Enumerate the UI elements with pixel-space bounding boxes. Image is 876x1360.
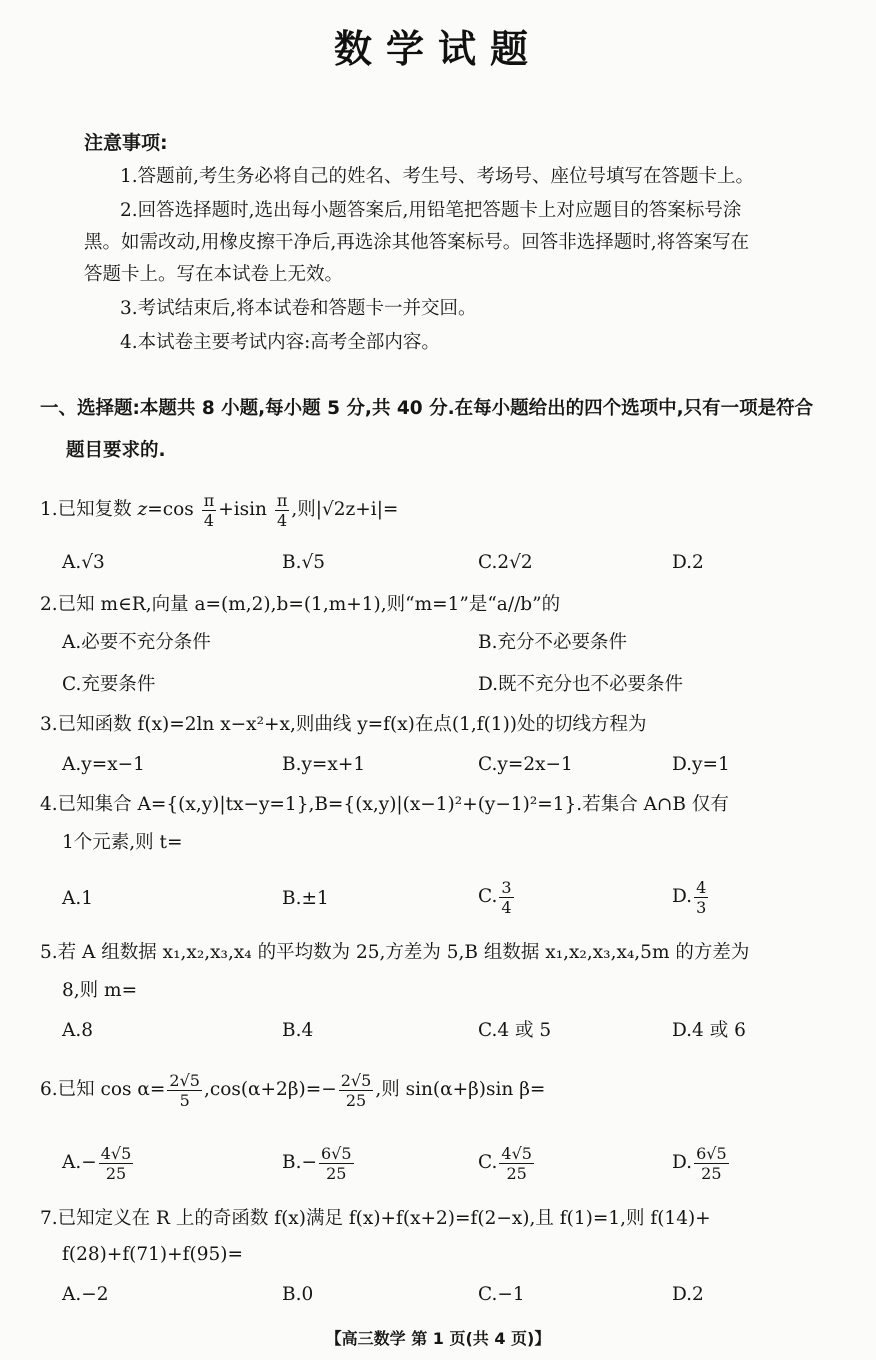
question-2: 2.已知 m∈R,向量 a=(m,2),b=(1,m+1),则“m=1”是“a//b”的 <box>40 594 561 615</box>
q1-frac-2 <box>275 491 290 530</box>
q6-frac-2-den: 25 <box>345 1090 367 1110</box>
q1-option-d: D.2 <box>672 552 704 573</box>
q6-option-d-label: D. <box>672 1152 693 1173</box>
q4-option-c-num: 3 <box>501 877 512 897</box>
q6-option-c-num: 4√5 <box>501 1143 532 1163</box>
q5-option-b: B.4 <box>282 1020 314 1041</box>
question-7: 7.已知定义在 R 上的奇函数 f(x)满足 f(x)+f(x+2)=f(2−x),且 f(1)=1,则 f(14)+ <box>40 1208 711 1229</box>
q3-option-a: A.y=x−1 <box>62 754 145 775</box>
q6-option-a <box>62 1140 135 1186</box>
q6-option-b-label: B.− <box>282 1152 317 1173</box>
q4-option-c-frac <box>499 878 513 917</box>
notice-item-3: 3.考试结束后,将本试卷和答题卡一并交回。 <box>120 298 477 319</box>
q4-option-d-den: 3 <box>696 897 707 917</box>
q3-option-b: B.y=x+1 <box>282 754 366 775</box>
notice-item-2: 2.回答选择题时,选出每小题答案后,用铅笔把答题卡上对应题目的答案标号涂 <box>120 200 742 221</box>
q6-mid: ,cos(α+2β)=− <box>203 1079 337 1100</box>
q4-option-c-label: C. <box>478 886 498 907</box>
q5-option-d: D.4 或 6 <box>672 1020 746 1041</box>
q1-frac-2-num: π <box>276 490 288 510</box>
q1-z: z <box>137 499 148 520</box>
q1-frac-1 <box>202 491 217 530</box>
q6-option-c-den: 25 <box>506 1163 527 1183</box>
notice-heading: 注意事项: <box>84 132 168 154</box>
q1-option-c: C.2√2 <box>478 552 533 573</box>
q2-option-a: A.必要不充分条件 <box>62 632 211 653</box>
q6-option-d-num: 6√5 <box>696 1143 727 1163</box>
q1-tail: ,则|√2z+i|= <box>291 499 399 520</box>
q6-option-b-num: 6√5 <box>320 1143 352 1163</box>
question-6 <box>40 1068 545 1112</box>
q6-option-c-frac <box>499 1144 534 1183</box>
q4-option-c-den: 4 <box>501 897 512 917</box>
question-5-cont: 8,则 m= <box>62 980 138 1001</box>
page-title: 数学试题 <box>333 27 542 71</box>
q6-option-a-num: 4√5 <box>100 1143 132 1163</box>
question-1 <box>40 490 398 530</box>
q1-frac-1-den: 4 <box>203 510 215 530</box>
q2-option-c: C.充要条件 <box>62 674 156 695</box>
q7-option-d: D.2 <box>672 1284 704 1305</box>
q2-option-b: B.充分不必要条件 <box>478 632 627 653</box>
q4-option-d <box>672 872 710 922</box>
q5-option-a: A.8 <box>62 1020 94 1041</box>
q6-prefix: 6.已知 cos α= <box>40 1079 166 1100</box>
question-4-cont: 1个元素,则 t= <box>62 832 183 853</box>
q4-option-d-frac <box>694 878 708 917</box>
q6-option-d-frac <box>694 1144 729 1183</box>
q6-option-b-den: 25 <box>326 1163 347 1183</box>
section-heading-cont: 题目要求的. <box>66 440 166 461</box>
q6-frac-2 <box>339 1071 374 1110</box>
q1-plus-isin: +isin <box>218 499 267 520</box>
q6-frac-2-num: 2√5 <box>340 1070 372 1090</box>
q4-option-a: A.1 <box>62 888 94 909</box>
q1-eq-cos: =cos <box>147 499 194 520</box>
q6-option-a-frac <box>99 1144 134 1183</box>
notice-item-2-cont: 黑。如需改动,用橡皮擦干净后,再选涂其他答案标号。回答非选择题时,将答案写在 <box>84 232 750 253</box>
q6-frac-1-den: 5 <box>179 1090 190 1110</box>
question-4: 4.已知集合 A={(x,y)|tx−y=1},B={(x,y)|(x−1)²+(y−1)²=1}.若集合 A∩B 仅有 <box>40 794 729 815</box>
q6-option-d-den: 25 <box>701 1163 722 1183</box>
q1-prefix: 1.已知复数 <box>40 499 138 520</box>
q4-option-d-label: D. <box>672 886 693 907</box>
q5-option-c: C.4 或 5 <box>478 1020 552 1041</box>
q3-option-c: C.y=2x−1 <box>478 754 573 775</box>
notice-item-1: 1.答题前,考生务必将自己的姓名、考生号、考场号、座位号填写在答题卡上。 <box>120 166 755 187</box>
section-heading: 一、选择题:本题共 8 小题,每小题 5 分,共 40 分.在每小题给出的四个选项中,只有一项是符合 <box>40 398 814 419</box>
q6-option-a-label: A.− <box>62 1152 97 1173</box>
q4-option-d-num: 4 <box>696 877 707 897</box>
q3-option-d: D.y=1 <box>672 754 730 775</box>
q6-option-c-label: C. <box>478 1152 498 1173</box>
q4-option-b: B.±1 <box>282 888 329 909</box>
page-footer: 【高三数学 第 1 页(共 4 页)】 <box>325 1329 551 1348</box>
q7-option-c: C.−1 <box>478 1284 525 1305</box>
q1-option-a: A.√3 <box>62 552 105 573</box>
q6-option-c <box>478 1140 536 1186</box>
q6-option-b <box>282 1140 356 1186</box>
q2-option-d: D.既不充分也不必要条件 <box>478 674 684 695</box>
q6-option-b-frac <box>319 1144 354 1183</box>
q6-option-d <box>672 1140 731 1186</box>
question-7-cont: f(28)+f(71)+f(95)= <box>62 1244 243 1265</box>
q1-option-b: B.√5 <box>282 552 326 573</box>
q1-frac-1-num: π <box>203 490 215 510</box>
q1-frac-2-den: 4 <box>277 510 288 530</box>
q6-option-a-den: 25 <box>105 1163 127 1183</box>
notice-item-2-cont2: 答题卡上。写在本试卷上无效。 <box>84 264 344 285</box>
q6-frac-1-num: 2√5 <box>169 1070 200 1090</box>
q7-option-a: A.−2 <box>62 1284 109 1305</box>
question-5: 5.若 A 组数据 x₁,x₂,x₃,x₄ 的平均数为 25,方差为 5,B 组数据 x₁,x₂,x₃,x₄,5m 的方差为 <box>40 942 750 963</box>
notice-item-4: 4.本试卷主要考试内容:高考全部内容。 <box>120 332 440 353</box>
q7-option-b: B.0 <box>282 1284 314 1305</box>
question-3: 3.已知函数 f(x)=2ln x−x²+x,则曲线 y=f(x)在点(1,f(1))处的切线方程为 <box>40 714 647 735</box>
q6-tail: ,则 sin(α+β)sin β= <box>375 1079 546 1100</box>
q6-frac-1 <box>167 1071 202 1110</box>
q4-option-c <box>478 872 516 922</box>
